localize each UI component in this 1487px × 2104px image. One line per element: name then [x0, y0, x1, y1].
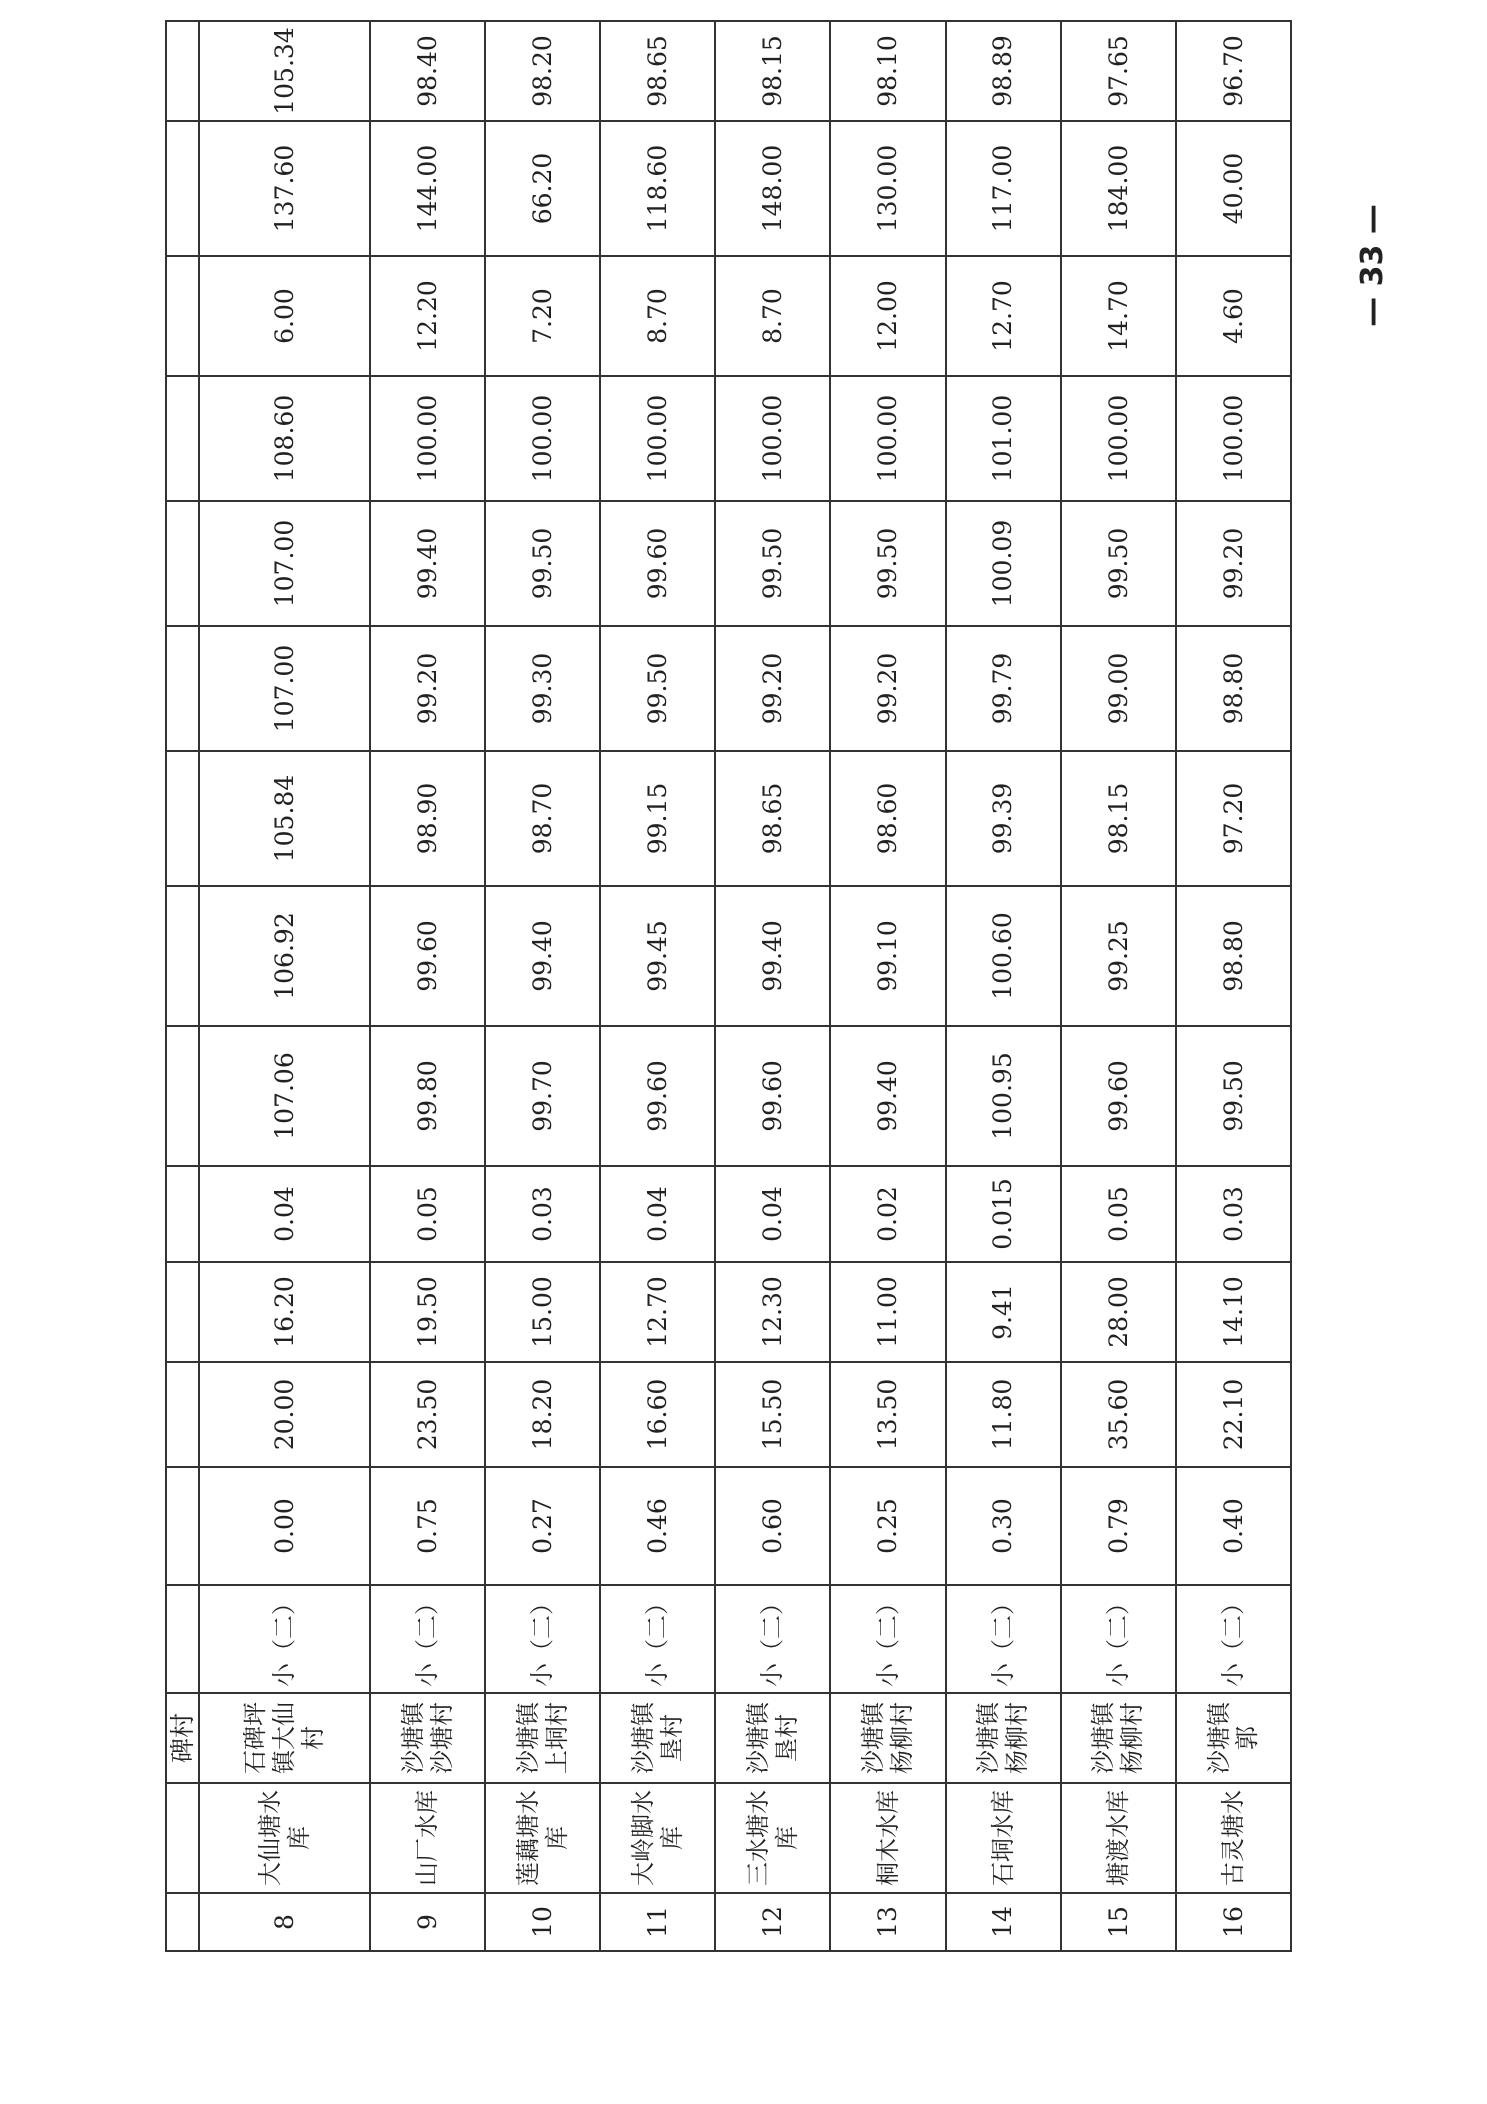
value-cell: 105.84: [199, 751, 370, 886]
value-cell: 18.20: [485, 1362, 600, 1467]
value-cell: 100.00: [485, 376, 600, 501]
value-cell: 107.06: [199, 1026, 370, 1166]
rotated-table-wrapper: [165, 27, 1292, 1952]
value-cell: 16.60: [600, 1362, 715, 1467]
scale-cell: 小（二）: [370, 1585, 485, 1693]
value-cell: 99.40: [485, 886, 600, 1026]
reservoir-name-cell: 塘渡水库: [1061, 1783, 1176, 1893]
value-cell: 98.40: [370, 21, 485, 121]
row-index-cell: 16: [1176, 1893, 1291, 1951]
value-cell: 99.40: [830, 1026, 945, 1166]
value-cell: 99.00: [1061, 626, 1176, 751]
location-cell: 石碑坪镇大仙村: [199, 1693, 370, 1783]
value-cell: 98.70: [485, 751, 600, 886]
location-cell: 沙塘镇杨柳村: [1061, 1693, 1176, 1783]
value-cell: 99.60: [370, 886, 485, 1026]
value-cell: 98.90: [370, 751, 485, 886]
value-cell: 99.10: [830, 886, 945, 1026]
value-cell: 0.04: [715, 1166, 830, 1262]
reservoir-name-cell: 桐木水库: [830, 1783, 945, 1893]
value-cell: 100.60: [946, 886, 1061, 1026]
table-row: [830, 21, 945, 1951]
value-cell: 107.00: [199, 501, 370, 626]
value-cell: 144.00: [370, 121, 485, 256]
value-cell: 99.45: [600, 886, 715, 1026]
value-cell: 101.00: [946, 376, 1061, 501]
scale-cell: 小（二）: [1061, 1585, 1176, 1693]
value-cell: 23.50: [370, 1362, 485, 1467]
table-row: [199, 21, 370, 1951]
value-cell: 0.40: [1176, 1467, 1291, 1585]
value-cell: 118.60: [600, 121, 715, 256]
value-cell: 35.60: [1061, 1362, 1176, 1467]
value-cell: 98.89: [946, 21, 1061, 121]
location-cell: 沙塘镇垦村: [600, 1693, 715, 1783]
reservoir-name-cell: 大岭脚水库: [600, 1783, 715, 1893]
scale-cell: 小（二）: [600, 1585, 715, 1693]
strip-cell: [166, 886, 199, 1026]
row-index-cell: 13: [830, 1893, 945, 1951]
value-cell: 97.20: [1176, 751, 1291, 886]
value-cell: 99.60: [1061, 1026, 1176, 1166]
value-cell: 7.20: [485, 256, 600, 376]
row-index-cell: 14: [946, 1893, 1061, 1951]
value-cell: 108.60: [199, 376, 370, 501]
strip-cell: [166, 256, 199, 376]
row-index-cell: 9: [370, 1893, 485, 1951]
page-number-container: [1352, 170, 1392, 360]
value-cell: 96.70: [1176, 21, 1291, 121]
value-cell: 0.04: [199, 1166, 370, 1262]
value-cell: 99.20: [370, 626, 485, 751]
value-cell: 0.015: [946, 1166, 1061, 1262]
value-cell: 100.00: [600, 376, 715, 501]
reservoir-data-table: [165, 20, 1292, 1952]
value-cell: 19.50: [370, 1262, 485, 1362]
value-cell: 98.65: [715, 751, 830, 886]
reservoir-name-cell: 石垌水库: [946, 1783, 1061, 1893]
value-cell: 100.00: [715, 376, 830, 501]
value-cell: 105.34: [199, 21, 370, 121]
value-cell: 15.50: [715, 1362, 830, 1467]
value-cell: 100.00: [1176, 376, 1291, 501]
scale-cell: 小（二）: [485, 1585, 600, 1693]
strip-cell: [166, 1166, 199, 1262]
value-cell: 100.09: [946, 501, 1061, 626]
strip-cell: [166, 1585, 199, 1693]
value-cell: 100.00: [830, 376, 945, 501]
scale-cell: 小（二）: [199, 1585, 370, 1693]
strip-cell: [166, 501, 199, 626]
value-cell: 100.95: [946, 1026, 1061, 1166]
reservoir-name-cell: 大仙塘水库: [199, 1783, 370, 1893]
value-cell: 106.92: [199, 886, 370, 1026]
value-cell: 99.30: [485, 626, 600, 751]
value-cell: 99.39: [946, 751, 1061, 886]
value-cell: 99.40: [370, 501, 485, 626]
value-cell: 0.27: [485, 1467, 600, 1585]
table-row: [1061, 21, 1176, 1951]
value-cell: 99.25: [1061, 886, 1176, 1026]
strip-cell: [166, 1262, 199, 1362]
value-cell: 97.65: [1061, 21, 1176, 121]
value-cell: 98.10: [830, 21, 945, 121]
value-cell: 12.70: [946, 256, 1061, 376]
value-cell: 11.00: [830, 1262, 945, 1362]
value-cell: 8.70: [600, 256, 715, 376]
value-cell: 0.04: [600, 1166, 715, 1262]
table-row: [946, 21, 1061, 1951]
strip-cell: [166, 1893, 199, 1951]
page-number: — 33 —: [1354, 203, 1390, 327]
strip-cell: [166, 751, 199, 886]
table-row: [1176, 21, 1291, 1951]
value-cell: 66.20: [485, 121, 600, 256]
value-cell: 99.50: [830, 501, 945, 626]
value-cell: 12.20: [370, 256, 485, 376]
value-cell: 0.05: [370, 1166, 485, 1262]
value-cell: 8.70: [715, 256, 830, 376]
row-index-cell: 12: [715, 1893, 830, 1951]
value-cell: 99.20: [715, 626, 830, 751]
strip-cell: [166, 121, 199, 256]
table-row: [715, 21, 830, 1951]
row-index-cell: 11: [600, 1893, 715, 1951]
location-cell: 沙塘镇沙塘村: [370, 1693, 485, 1783]
value-cell: 0.79: [1061, 1467, 1176, 1585]
value-cell: 40.00: [1176, 121, 1291, 256]
row-index-cell: 10: [485, 1893, 600, 1951]
value-cell: 22.10: [1176, 1362, 1291, 1467]
strip-cell: [166, 376, 199, 501]
value-cell: 20.00: [199, 1362, 370, 1467]
value-cell: 117.00: [946, 121, 1061, 256]
table-row: [370, 21, 485, 1951]
scale-cell: 小（二）: [946, 1585, 1061, 1693]
reservoir-name-cell: 山厂水库: [370, 1783, 485, 1893]
reservoir-name-cell: 古灵塘水: [1176, 1783, 1291, 1893]
value-cell: 0.25: [830, 1467, 945, 1585]
value-cell: 99.70: [485, 1026, 600, 1166]
value-cell: 0.46: [600, 1467, 715, 1585]
strip-cell: [166, 1026, 199, 1166]
value-cell: 98.60: [830, 751, 945, 886]
value-cell: 11.80: [946, 1362, 1061, 1467]
row-index-cell: 8: [199, 1893, 370, 1951]
value-cell: 99.60: [715, 1026, 830, 1166]
value-cell: 12.30: [715, 1262, 830, 1362]
value-cell: 0.60: [715, 1467, 830, 1585]
reservoir-name-cell: 三水塘水库: [715, 1783, 830, 1893]
value-cell: 0.02: [830, 1166, 945, 1262]
value-cell: 9.41: [946, 1262, 1061, 1362]
value-cell: 130.00: [830, 121, 945, 256]
value-cell: 99.50: [1176, 1026, 1291, 1166]
row-index-cell: 15: [1061, 1893, 1176, 1951]
value-cell: 0.75: [370, 1467, 485, 1585]
strip-cell: [166, 626, 199, 751]
strip-cell: [166, 1783, 199, 1893]
value-cell: 98.20: [485, 21, 600, 121]
value-cell: 99.50: [485, 501, 600, 626]
location-cell: 沙塘镇上垌村: [485, 1693, 600, 1783]
scale-cell: 小（二）: [830, 1585, 945, 1693]
value-cell: 99.50: [600, 626, 715, 751]
value-cell: 99.80: [370, 1026, 485, 1166]
value-cell: 28.00: [1061, 1262, 1176, 1362]
value-cell: 99.20: [1176, 501, 1291, 626]
value-cell: 99.15: [600, 751, 715, 886]
value-cell: 98.65: [600, 21, 715, 121]
scale-cell: 小（二）: [1176, 1585, 1291, 1693]
value-cell: 99.50: [715, 501, 830, 626]
strip-cell: 碑村: [166, 1693, 199, 1783]
value-cell: 98.80: [1176, 626, 1291, 751]
value-cell: 4.60: [1176, 256, 1291, 376]
value-cell: 148.00: [715, 121, 830, 256]
value-cell: 98.80: [1176, 886, 1291, 1026]
location-cell: 沙塘镇郭: [1176, 1693, 1291, 1783]
value-cell: 15.00: [485, 1262, 600, 1362]
value-cell: 0.00: [199, 1467, 370, 1585]
location-cell: 沙塘镇杨柳村: [946, 1693, 1061, 1783]
value-cell: 137.60: [199, 121, 370, 256]
value-cell: 14.10: [1176, 1262, 1291, 1362]
value-cell: 0.05: [1061, 1166, 1176, 1262]
scale-cell: 小（二）: [715, 1585, 830, 1693]
value-cell: 14.70: [1061, 256, 1176, 376]
value-cell: 13.50: [830, 1362, 945, 1467]
table-row: [485, 21, 600, 1951]
value-cell: 0.03: [1176, 1166, 1291, 1262]
reservoir-name-cell: 莲藕塘水库: [485, 1783, 600, 1893]
value-cell: 12.70: [600, 1262, 715, 1362]
value-cell: 99.50: [1061, 501, 1176, 626]
top-strip-row: [166, 21, 199, 1951]
value-cell: 99.79: [946, 626, 1061, 751]
value-cell: 107.00: [199, 626, 370, 751]
location-cell: 沙塘镇杨柳村: [830, 1693, 945, 1783]
value-cell: 16.20: [199, 1262, 370, 1362]
strip-cell: [166, 1467, 199, 1585]
value-cell: 99.20: [830, 626, 945, 751]
value-cell: 6.00: [199, 256, 370, 376]
value-cell: 99.60: [600, 501, 715, 626]
value-cell: 98.15: [1061, 751, 1176, 886]
table-row: [600, 21, 715, 1951]
value-cell: 12.00: [830, 256, 945, 376]
value-cell: 0.03: [485, 1166, 600, 1262]
strip-cell: [166, 21, 199, 121]
value-cell: 100.00: [1061, 376, 1176, 501]
value-cell: 184.00: [1061, 121, 1176, 256]
value-cell: 98.15: [715, 21, 830, 121]
strip-cell: [166, 1362, 199, 1467]
location-cell: 沙塘镇垦村: [715, 1693, 830, 1783]
value-cell: 100.00: [370, 376, 485, 501]
value-cell: 99.60: [600, 1026, 715, 1166]
value-cell: 0.30: [946, 1467, 1061, 1585]
value-cell: 99.40: [715, 886, 830, 1026]
